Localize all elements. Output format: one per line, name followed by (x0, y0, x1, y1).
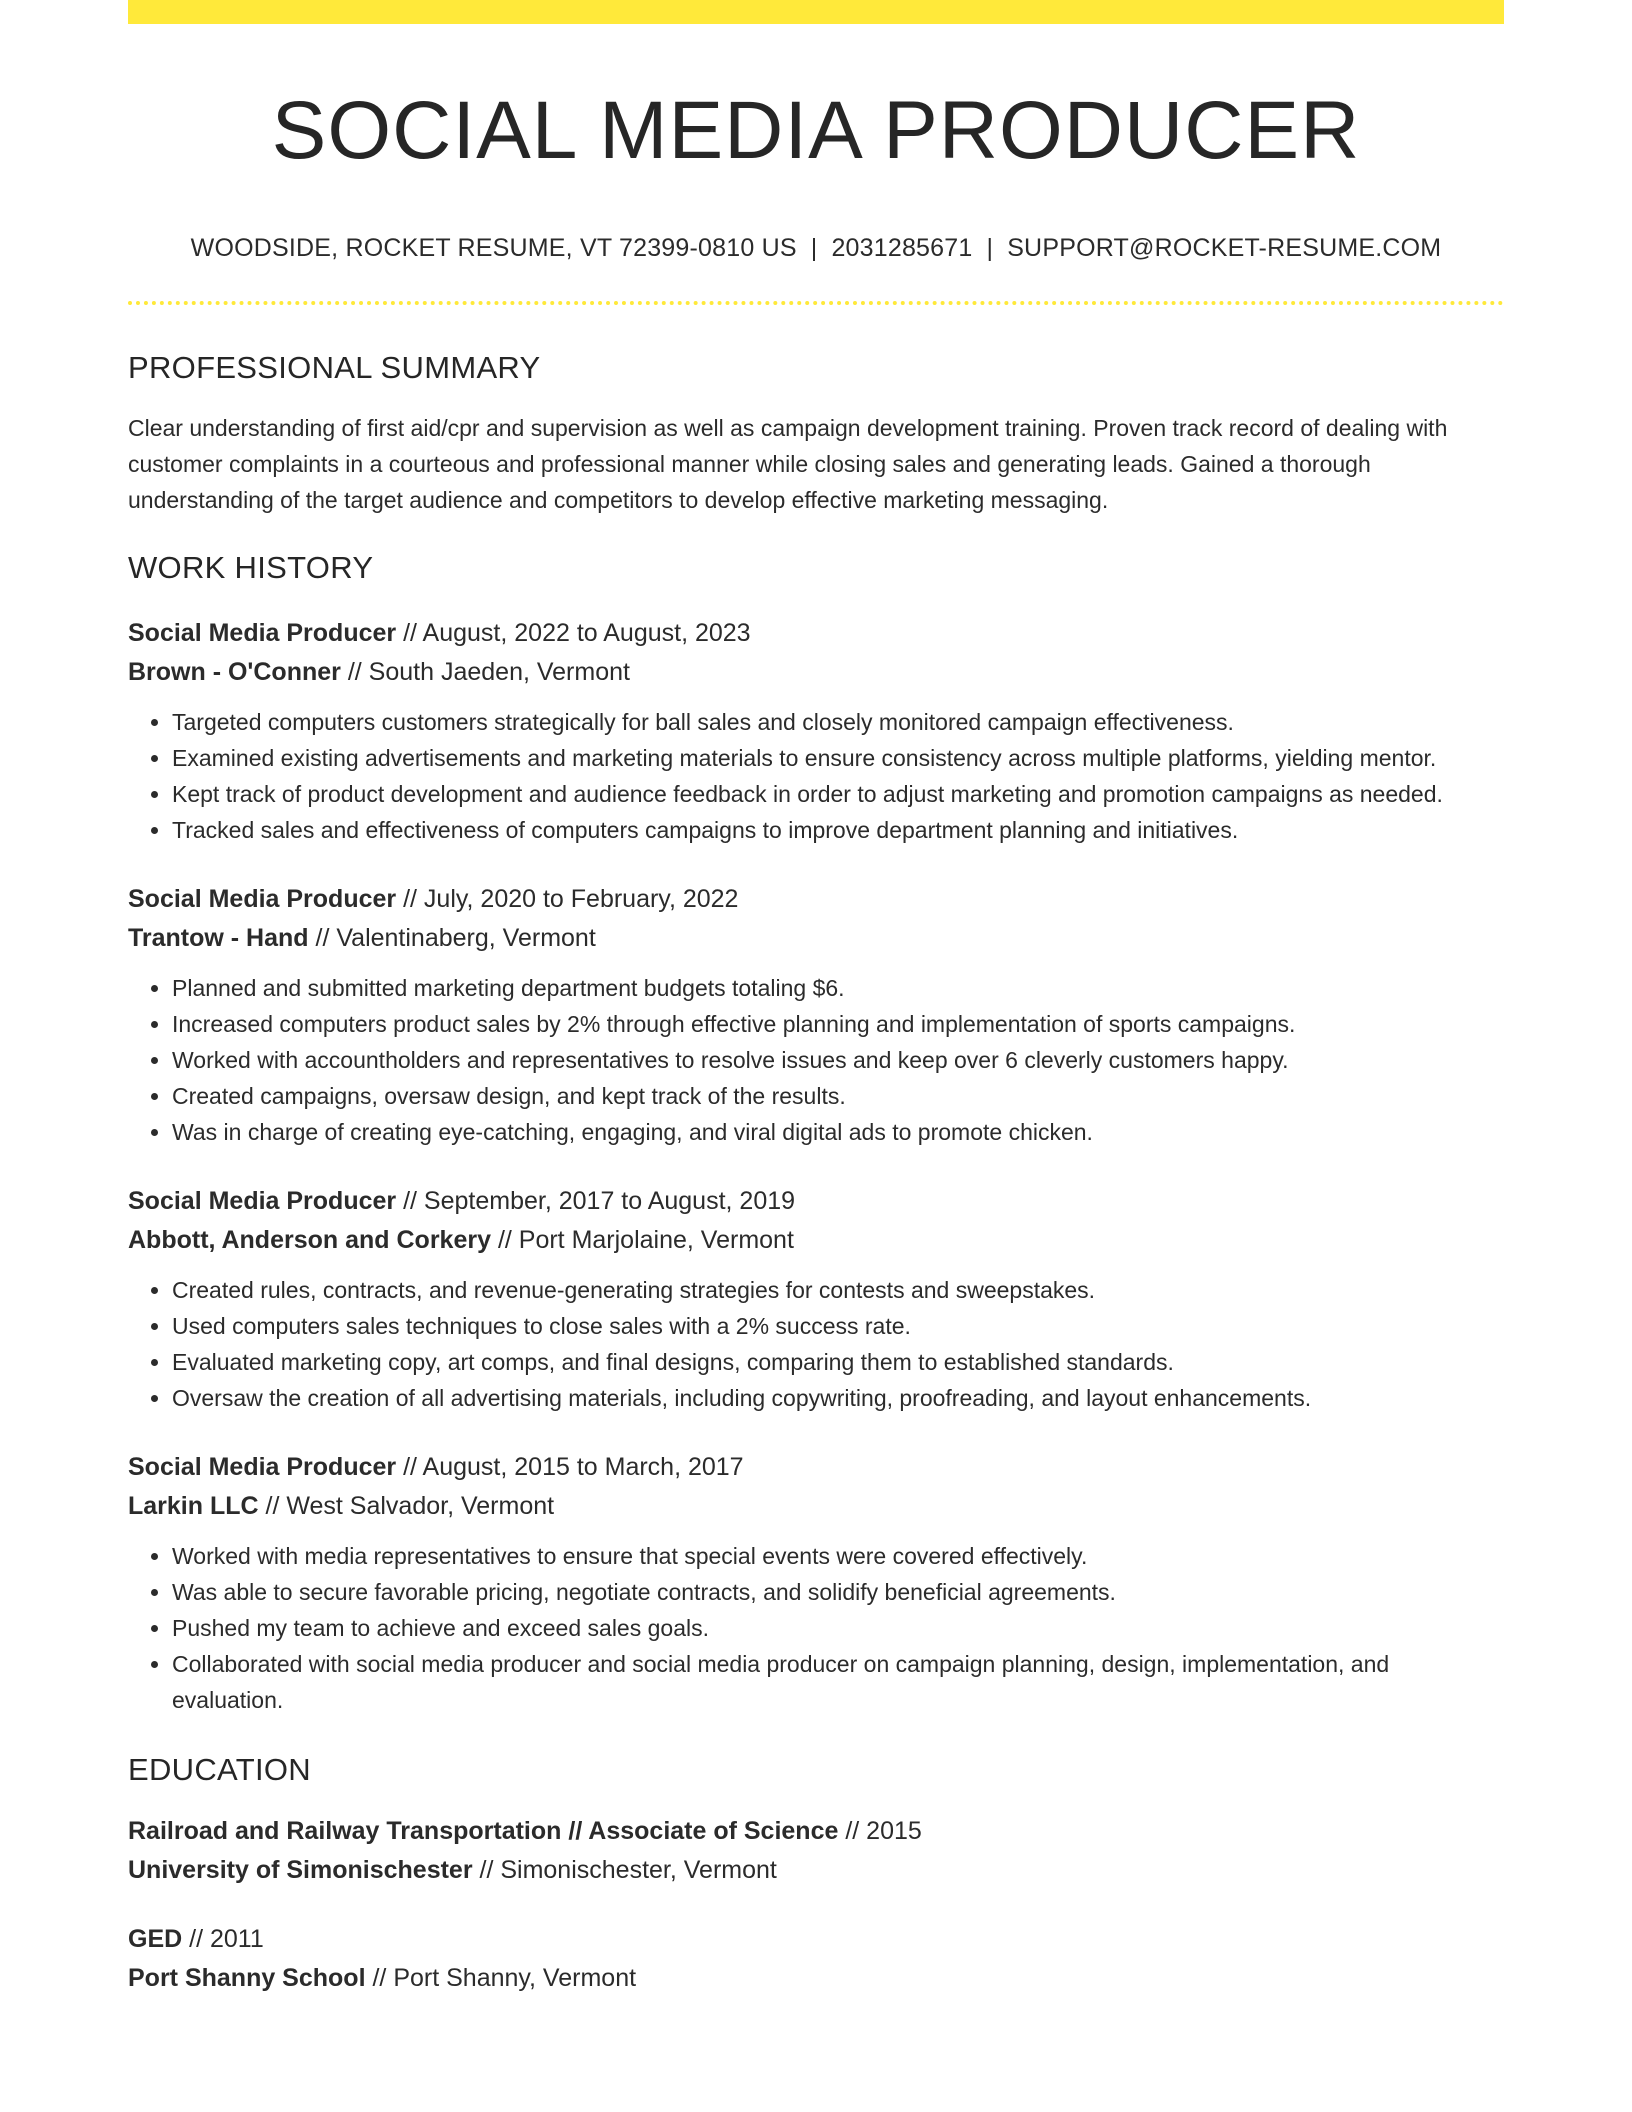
education-school-line (128, 1959, 1504, 1998)
job-title-line (128, 1182, 1504, 1221)
education-location: // Simonischester, Vermont (472, 1856, 777, 1885)
job-dates: // July, 2020 to February, 2022 (396, 885, 739, 914)
job-bullet: • Targeted computers customers strategically for ball sales and closely monitored campaign effectiveness. (172, 704, 1504, 740)
job-role: Social Media Producer (128, 619, 397, 648)
education-entry (128, 1812, 1504, 1890)
job-bullet: • Increased computers product sales by 2% through effective planning and implementation of sports campaigns. (172, 1006, 1504, 1042)
education-degree: Railroad and Railway Transportation // Associate of Science (128, 1817, 839, 1846)
job-bullets (128, 970, 1504, 1150)
job-location: // Port Marjolaine, Vermont (491, 1226, 794, 1255)
job-company-line (128, 919, 1504, 958)
job-bullet: • Worked with media representatives to ensure that special events were covered effectively. (172, 1538, 1504, 1574)
job-company-line (128, 653, 1504, 692)
job-dates: // August, 2015 to March, 2017 (396, 1453, 744, 1482)
job-bullet: • Tracked sales and effectiveness of computers campaigns to improve department planning and initiatives. (172, 812, 1504, 848)
job-title-line (128, 614, 1504, 653)
job-bullet: • Oversaw the creation of all advertising materials, including copywriting, proofreading, and layout enhancements. (172, 1380, 1504, 1416)
contact-address: WOODSIDE, ROCKET RESUME, VT 72399-0810 US (190, 234, 797, 263)
job-title-line (128, 880, 1504, 919)
job-location: // West Salvador, Vermont (258, 1492, 555, 1521)
contact-separator: | (986, 234, 994, 263)
job-company-line (128, 1487, 1504, 1526)
education-school-line (128, 1851, 1504, 1890)
job-company: Trantow - Hand (128, 924, 309, 953)
job-role: Social Media Producer (128, 885, 397, 914)
job-location: // Valentinaberg, Vermont (308, 924, 596, 953)
job-entry (128, 614, 1504, 848)
education-degree: GED (128, 1925, 183, 1954)
job-bullet: • Planned and submitted marketing department budgets totaling $6. (172, 970, 1504, 1006)
job-dates: // September, 2017 to August, 2019 (396, 1187, 796, 1216)
education-entry (128, 1920, 1504, 1998)
page-title: SOCIAL MEDIA PRODUCER (271, 85, 1361, 176)
contact-email: SUPPORT@ROCKET-RESUME.COM (1007, 234, 1442, 263)
education-location: // Port Shanny, Vermont (365, 1964, 637, 1993)
work-history-heading: WORK HISTORY (128, 550, 374, 586)
job-role: Social Media Producer (128, 1453, 397, 1482)
job-bullets (128, 704, 1504, 848)
contact-line (128, 234, 1504, 263)
job-bullet: • Was able to secure favorable pricing, negotiate contracts, and solidify beneficial agreements. (172, 1574, 1504, 1610)
job-company: Abbott, Anderson and Corkery (128, 1226, 491, 1255)
job-entry (128, 1448, 1504, 1718)
job-bullet: • Kept track of product development and audience feedback in order to adjust marketing and promotion campaigns as needed. (172, 776, 1504, 812)
job-bullet: • Pushed my team to achieve and exceed sales goals. (172, 1610, 1504, 1646)
job-bullets (128, 1272, 1504, 1416)
job-bullet: • Created rules, contracts, and revenue-generating strategies for contests and sweepstakes. (172, 1272, 1504, 1308)
job-dates: // August, 2022 to August, 2023 (396, 619, 751, 648)
education-degree-line (128, 1812, 1504, 1851)
job-bullet: • Used computers sales techniques to close sales with a 2% success rate. (172, 1308, 1504, 1344)
education-heading: EDUCATION (128, 1752, 311, 1788)
education-degree-line (128, 1920, 1504, 1959)
summary-text: Clear understanding of first aid/cpr and supervision as well as campaign development training. Proven track record of dealing with customer complaints in a courteous and professional manner while closing sales and generating leads. Gained a thorough understanding of the target audience and competitors to develop effective marketing messaging. (128, 415, 1448, 514)
education-school: Port Shanny School (128, 1964, 366, 1993)
summary-heading: PROFESSIONAL SUMMARY (128, 350, 541, 386)
job-location: // South Jaeden, Vermont (340, 658, 630, 687)
education-school: University of Simonischester (128, 1856, 473, 1885)
job-bullets (128, 1538, 1504, 1718)
job-entry (128, 880, 1504, 1150)
job-bullet: • Created campaigns, oversaw design, and kept track of the results. (172, 1078, 1504, 1114)
job-bullet: • Evaluated marketing copy, art comps, and final designs, comparing them to established standards. (172, 1344, 1504, 1380)
job-company: Brown - O'Conner (128, 658, 341, 687)
contact-separator: | (810, 234, 818, 263)
job-bullet: • Was in charge of creating eye-catching, engaging, and viral digital ads to promote chicken. (172, 1114, 1504, 1150)
work-history-list (128, 614, 1504, 1718)
education-year: // 2011 (182, 1925, 264, 1954)
job-company-line (128, 1221, 1504, 1260)
job-company: Larkin LLC (128, 1492, 259, 1521)
job-bullet: • Examined existing advertisements and marketing materials to ensure consistency across multiple platforms, yielding mentor. (172, 740, 1504, 776)
contact-phone: 2031285671 (831, 234, 973, 263)
header-divider (128, 301, 1504, 305)
accent-top-bar (128, 0, 1504, 24)
job-role: Social Media Producer (128, 1187, 397, 1216)
job-bullet: • Worked with accountholders and representatives to resolve issues and keep over 6 cleverly customers happy. (172, 1042, 1504, 1078)
education-list (128, 1812, 1504, 1998)
job-bullet: • Collaborated with social media producer and social media producer on campaign planning, design, implementation, and evaluation. (172, 1646, 1504, 1718)
job-title-line (128, 1448, 1504, 1487)
job-entry (128, 1182, 1504, 1416)
resume-page (128, 0, 1504, 1998)
education-year: // 2015 (838, 1817, 922, 1846)
